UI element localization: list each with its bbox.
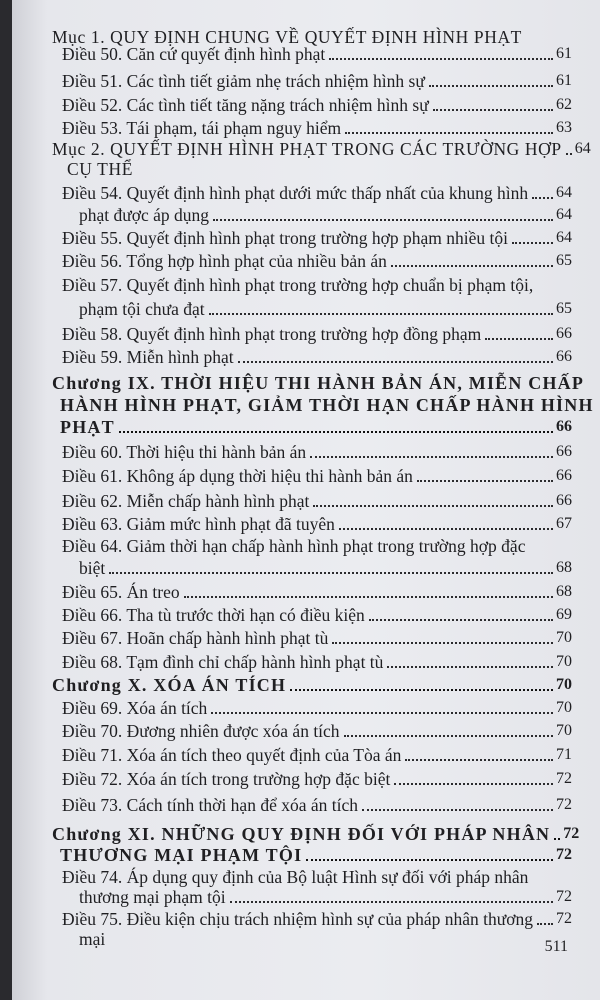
toc-entry-page: 66 [556,418,572,435]
toc-entry-title: phạt được áp dụng [79,205,210,225]
toc-entry-title: Điều 62. Miễn chấp hành hình phạt [62,491,310,511]
toc-entry-title: Điều 63. Giảm mức hình phạt đã tuyên [62,514,335,534]
toc-entry [62,323,572,345]
toc-entry-title: Điều 59. Miễn hình phạt [62,347,234,367]
toc-entry-page: 64 [556,184,572,201]
dot-leader [512,242,553,244]
toc-entry-page: 72 [563,825,580,842]
toc-entry-page: 63 [556,119,572,136]
toc-entry-title: Điều 71. Xóa án tích theo quyết định của Tòa án [62,745,402,765]
dot-leader [344,735,553,737]
toc-entry [62,250,572,272]
toc-entry-title: Điều 74. Áp dụng quy định của Bộ luật Hình sự đối với pháp nhân [62,867,529,887]
toc-entry [79,298,572,320]
dot-leader [119,431,553,433]
dot-leader [391,265,553,267]
dot-leader [238,361,553,363]
toc-entry-page: 70 [556,629,572,646]
toc-entry-title: Mục 2. QUYẾT ĐỊNH HÌNH PHẠT TRONG CÁC TRƯỜNG HỢP [52,139,562,159]
toc-entry-page: 71 [556,746,572,763]
dot-leader [290,689,553,691]
toc-entry-title: Điều 51. Các tình tiết giảm nhẹ trách nhiệm hình sự [62,71,425,91]
dot-leader [566,153,572,155]
toc-entry [60,416,572,438]
toc-entry-title: HÀNH HÌNH PHẠT, GIẢM THỜI HẠN CHẤP HÀNH HÌNH [60,395,594,415]
dot-leader [329,58,553,60]
dot-leader [230,901,553,903]
toc-entry [62,227,572,249]
toc-entry-page: 70 [556,676,572,693]
toc-entry [62,513,572,535]
toc-entry-title: Mục 1. QUY ĐỊNH CHUNG VỀ QUYẾT ĐỊNH HÌNH PHẠT [52,27,522,47]
toc-entry-title: Điều 52. Các tình tiết tăng nặng trách nhiệm hình sự [62,95,429,115]
dot-leader [433,109,553,111]
dot-leader [310,456,553,458]
toc-entry [62,490,572,512]
toc-entry-title: Điều 67. Hoãn chấp hành hình phạt tù [62,628,329,648]
toc-entry-title: Điều 53. Tái phạm, tái phạm nguy hiểm [62,118,342,138]
toc-entry-title: mại [79,929,106,949]
dot-leader [184,596,553,598]
toc-entry-title: PHẠT [60,417,115,437]
dot-leader [369,619,553,621]
toc-entry [52,138,591,160]
toc-entry-page: 67 [556,515,572,532]
toc-entry [62,465,572,487]
toc-entry-page: 72 [556,796,572,813]
toc-entry [62,627,572,649]
toc-entry [62,94,572,116]
toc-entry [62,794,572,816]
toc-entry-title: Điều 70. Đương nhiên được xóa án tích [62,721,340,741]
toc-entry-page: 72 [556,888,572,905]
dot-leader [362,809,553,811]
toc-entry-page: 70 [556,699,572,716]
toc-entry [52,674,572,696]
dot-leader [339,528,553,530]
dot-leader [554,838,560,840]
toc-entry-title: Điều 57. Quyết định hình phạt trong trường hợp chuẩn bị phạm tội, [62,275,534,295]
toc-entry-title: Chương XI. NHỮNG QUY ĐỊNH ĐỐI VỚI PHÁP NHÂN [52,824,551,844]
toc-entry-page: 72 [556,910,572,927]
toc-entry-title: biệt [79,558,106,578]
toc-entry-title: Điều 55. Quyết định hình phạt trong trường hợp phạm nhiều tội [62,228,508,248]
toc-entry-page: 61 [556,45,572,62]
toc-entry-page: 61 [556,72,572,89]
toc-entry [62,117,572,139]
toc-entry-title: Điều 68. Tạm đình chỉ chấp hành hình phạt tù [62,652,384,672]
toc-entry [79,204,572,226]
toc-entry-page: 68 [556,559,572,576]
toc-entry-title: Điều 64. Giảm thời hạn chấp hành hình phạt trong trường hợp đặc [62,536,526,556]
dot-leader [213,219,553,221]
toc-entry [62,43,572,65]
toc-entry-title: Điều 69. Xóa án tích [62,698,208,718]
toc-entry [62,744,572,766]
toc-entry-page: 70 [556,653,572,670]
toc-entry-page: 66 [556,492,572,509]
toc-entry-page: 66 [556,443,572,460]
dot-leader [109,572,553,574]
toc-entry [62,720,572,742]
dot-leader [211,712,553,714]
toc-entry-title: phạm tội chưa đạt [79,299,205,319]
toc-entry-title: THƯƠNG MẠI PHẠM TỘI [60,845,303,865]
book-page [12,0,600,1000]
toc-entry [62,697,572,719]
toc-entry-page: 64 [574,140,591,157]
toc-entry-title: CỤ THỂ [67,159,133,179]
toc-entry-title: Chương IX. THỜI HIỆU THI HÀNH BẢN ÁN, MIỄN CHẤP [52,373,585,393]
toc-entry [60,844,572,866]
toc-entry [62,581,572,603]
toc-entry [62,651,572,673]
toc-entry [79,886,572,908]
dot-leader [306,859,553,861]
toc-entry-title: Điều 66. Tha tù trước thời hạn có điều kiện [62,605,365,625]
toc-entry [62,441,572,463]
dot-leader [394,783,553,785]
toc-entry-title: Điều 65. Án treo [62,582,180,602]
toc-entry [62,182,572,204]
toc-entry-title: Điều 60. Thời hiệu thi hành bản án [62,442,307,462]
toc-entry-title: Điều 73. Cách tính thời hạn để xóa án tích [62,795,358,815]
toc-entry-page: 70 [556,722,572,739]
toc-entry-title: Điều 72. Xóa án tích trong trường hợp đặc biệt [62,769,391,789]
dot-leader [417,480,553,482]
toc-entry [62,70,572,92]
toc-entry-title: Điều 75. Điều kiện chịu trách nhiệm hình sự của pháp nhân thương [62,909,533,929]
dot-leader [429,85,553,87]
toc-entry-title: Điều 58. Quyết định hình phạt trong trường hợp đồng phạm [62,324,482,344]
toc-entry-page: 66 [556,467,572,484]
toc-entry-page: 64 [556,206,572,223]
toc-entry-page: 72 [556,846,572,863]
toc-entry-title: thương mại phạm tội [79,887,226,907]
dot-leader [405,759,553,761]
toc-entry-page: 69 [556,606,572,623]
toc-entry-page: 62 [556,96,572,113]
dot-leader [332,642,553,644]
toc-entry-title: Điều 56. Tổng hợp hình phạt của nhiều bản án [62,251,387,271]
dot-leader [537,923,553,925]
dot-leader [313,505,553,507]
toc-entry [62,768,572,790]
dot-leader [532,197,553,199]
toc-entry-page: 66 [556,348,572,365]
toc-entry-page: 72 [556,770,572,787]
toc-entry-title: Chương X. XÓA ÁN TÍCH [52,675,287,695]
toc-entry-title: Điều 50. Căn cứ quyết định hình phạt [62,44,326,64]
toc-entry-title: Điều 61. Không áp dụng thời hiệu thi hành bản án [62,466,413,486]
toc-entry [62,908,572,930]
toc-entry [62,604,572,626]
toc-entry-title: Điều 54. Quyết định hình phạt dưới mức thấp nhất của khung hình [62,183,529,203]
toc-entry-page: 66 [556,325,572,342]
dot-leader [387,666,553,668]
toc-entry-page: 64 [556,229,572,246]
toc-entry-page: 68 [556,583,572,600]
page-number: 511 [544,938,568,955]
table-of-contents [12,0,600,1000]
toc-entry [79,557,572,579]
toc-entry [62,346,572,368]
toc-entry-page: 65 [556,300,572,317]
dot-leader [345,132,553,134]
toc-entry [52,823,580,845]
toc-entry-page: 65 [556,252,572,269]
dot-leader [209,313,553,315]
dot-leader [485,338,553,340]
